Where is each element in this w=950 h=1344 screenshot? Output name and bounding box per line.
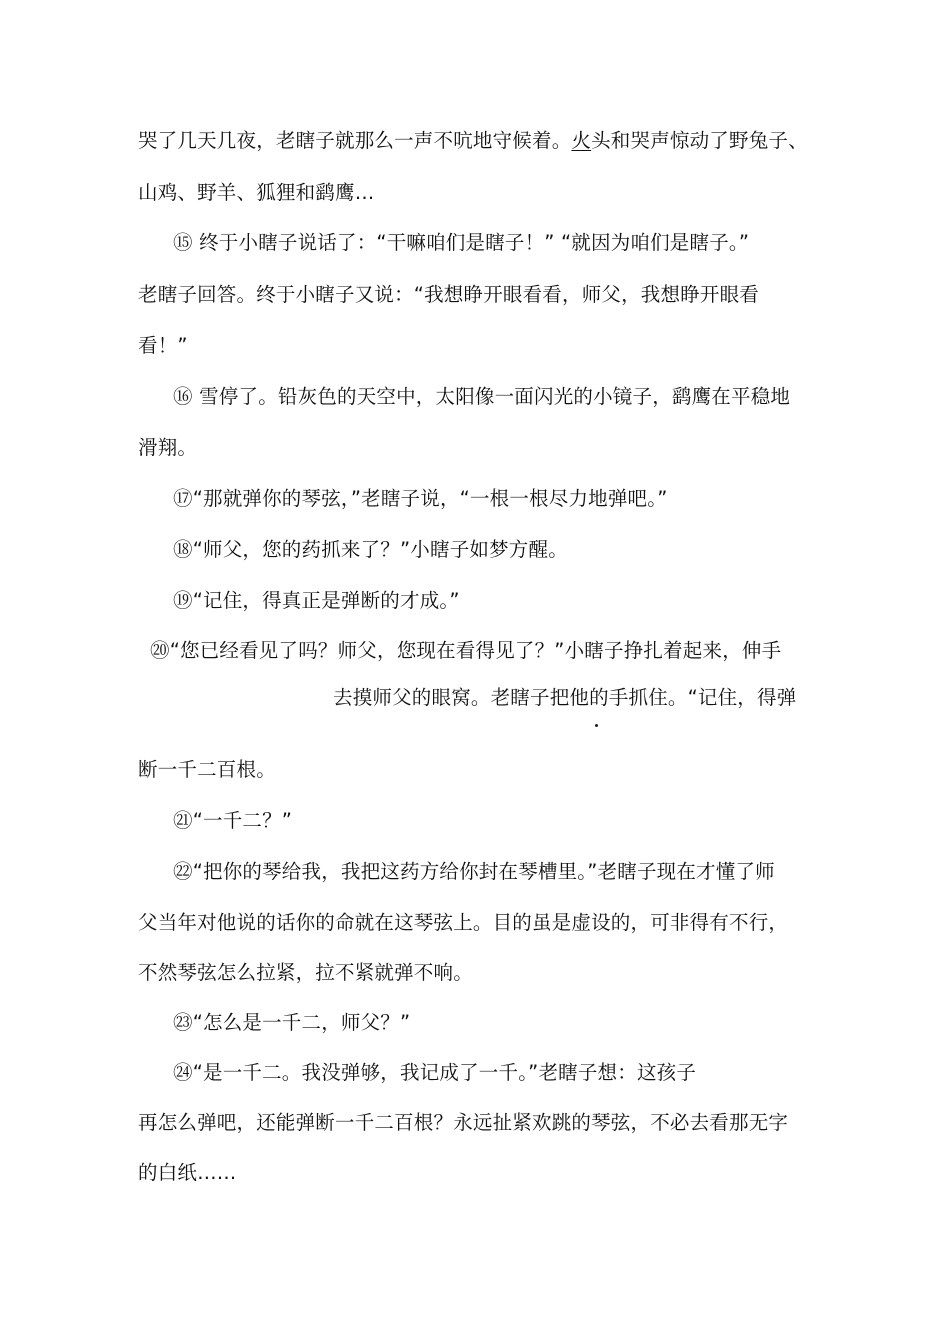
text-line-21: 的白纸…… [138, 1161, 237, 1184]
underlined-char: 火 [571, 129, 592, 152]
text-line-20: 再怎么弹吧，还能弹断一千二百根？永远扯紧欢跳的琴弦，不必去看那无字 [138, 1111, 789, 1134]
paragraph-21: ㉑“一千二？” [173, 809, 293, 832]
text-segment: 哭了几天几夜，老瞎子就那么一声不吭地守候着。 [138, 129, 572, 152]
paragraph-17: ⑰“那就弹你的琴弦，”老瞎子说，“一根一根尽力地弹吧。” [173, 487, 668, 510]
paragraph-18: ⑱“师父，您的药抓来了？”小瞎子如梦方醒。 [173, 538, 568, 561]
text-line-4: 老瞎子回答。终于小瞎子又说：“我想睁开眼看看，师父，我想睁开眼看 [138, 283, 760, 306]
paragraph-20: ⑳“您已经看见了吗？师父，您现在看得见了？”小瞎子挣扎着起来，伸手 [150, 639, 782, 662]
text-line-13: 断一千二百根。 [138, 758, 276, 781]
text-line-16: 父当年对他说的话你的命就在这琴弦上。目的虽是虚设的，可非得有不行， [138, 911, 789, 934]
paragraph-19: ⑲“记住，得真正是弹断的才成。” [173, 589, 460, 612]
stray-dot [595, 724, 598, 727]
text-line-7: 滑翔。 [138, 436, 198, 459]
text-line-17: 不然琴弦怎么拉紧，拉不紧就弹不响。 [138, 961, 473, 984]
text-line-12: 去摸师父的眼窝。老瞎子把他的手抓住。“记住，得弹 [333, 686, 797, 709]
text-line-5: 看！” [138, 334, 188, 357]
paragraph-23: ㉓“怎么是一千二，师父？” [173, 1011, 411, 1034]
paragraph-16: ⑯ 雪停了。铅灰色的天空中，太阳像一面闪光的小镜子，鹞鹰在平稳地 [173, 385, 791, 408]
text-segment: 头和哭声惊动了野兔子、 [591, 129, 808, 152]
paragraph-24: ㉔“是一千二。我没弹够，我记成了一千。”老瞎子想：这孩子 [173, 1061, 697, 1084]
paragraph-22: ㉒“把你的琴给我，我把这药方给你封在琴槽里。”老瞎子现在才懂了师 [173, 860, 775, 883]
text-line-2: 山鸡、野羊、狐狸和鹞鹰… [138, 181, 375, 204]
paragraph-15: ⑮ 终于小瞎子说话了：“干嘛咱们是瞎子！” “就因为咱们是瞎子。” [173, 231, 750, 254]
text-line-1 [138, 128, 808, 154]
